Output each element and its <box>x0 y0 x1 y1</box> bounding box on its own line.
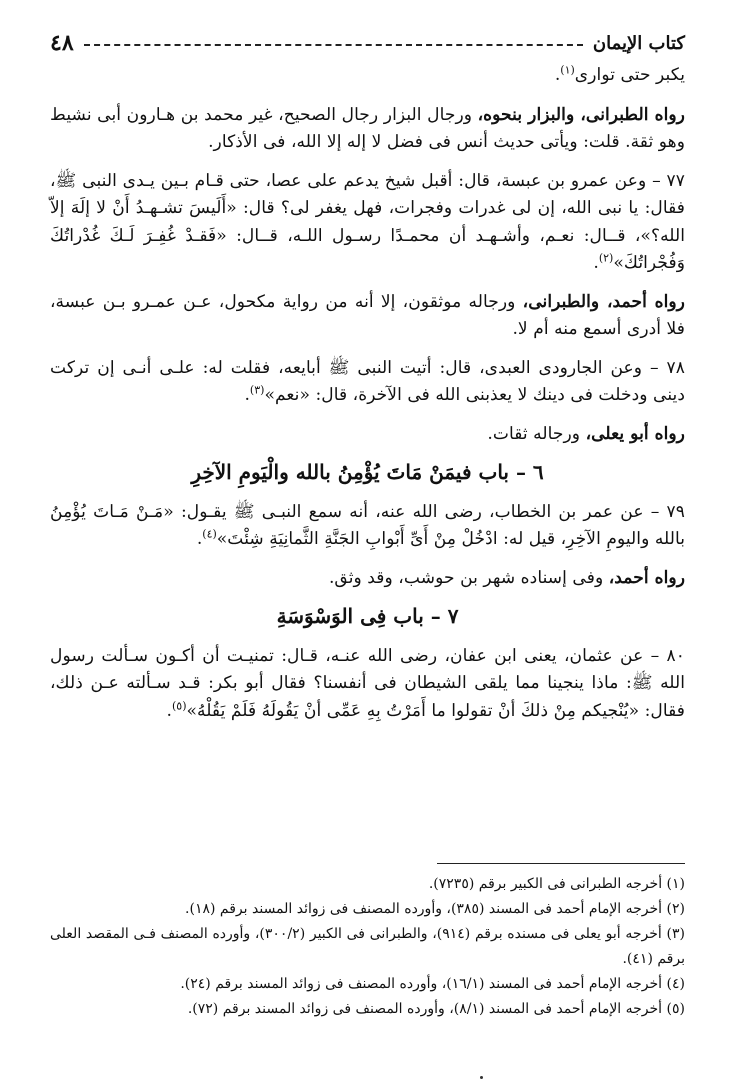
hadith-text: ٧٧ – وعن عمرو بن عبسة، قال: أقبل شيخ يدعم على عصا، حتى قـام بـين يـدى النبى ﷺ، فقال: يا نبى الله، إن لى غدرات وفجرات، فهل يغفر لى؟ قال: «أَلَيسَ تشـهـدُ أَنْ لا إلَهَ إلاّ الله؟»، قــال: نعـم، وأشـهـد أن محمـدًا رسـول اللـه، قــال: «فَقـدْ غُفِـرَ لَـكَ غُدْراتُكَ وَفُجْراتُكَ» <box>50 170 685 273</box>
chapter-title: كتاب الإيمان <box>592 32 685 54</box>
footnote-ref: (٥) <box>171 698 187 712</box>
paragraph-continuation: يكبر حتى توارى$^{(١)}$. <box>554 63 685 85</box>
page-number: ٤٨ <box>50 30 74 56</box>
source-attribution: رواه أحمد، <box>608 567 685 588</box>
source-text: وفى إسناده شهر بن حوشب، وقد وثق. <box>328 567 609 588</box>
footnote-ref: (١) <box>560 63 575 77</box>
section-heading: ٧ – باب فِى الوَسْوَسَةِ <box>276 604 459 628</box>
hadith-text: ٧٩ – عن عمر بن الخطاب، رضى الله عنه، أنه سمع النبـى ﷺ يقـول: «مَـنْ مَـاتَ يُؤْمِنُ بالله واليومِ الآخِرِ، قيل له: ادْخُلْ مِنْ أَىِّ أَبْوابِ الجَنَّةِ الثَّمانِيَةِ شِئْتَ» <box>50 501 685 549</box>
footnotes <box>50 872 685 1022</box>
footnote-3: (٣) أخرجه أبو يعلى فى مسنده برقم (٩١٤)، والطبرانى فى الكبير (٣٠٠/٢)، وأورده المصنف فـى المقصد العلى برقم (٤١). <box>50 926 685 967</box>
source-attribution: رواه أحمد، والطبرانى، <box>522 291 685 312</box>
footnote-ref: (٣) <box>249 383 265 397</box>
source-attribution: رواه الطبرانى، والبزار بنحوه، <box>477 104 685 125</box>
hadith-text: ٨٠ – عن عثمان، يعنى ابن عفان، رضى الله عنـه، قـال: تمنيـت أن أكـون سـألت رسول الله ﷺ: ماذا ينجينا مما يلقى الشيطان فى أنفسنا؟ فقال أبو بكر: قـد سـألته عـن ذلك، فقال: «يُنْجيكم مِنْ ذلكَ أنْ تقولوا ما أَمَرْتُ بِهِ عَمِّى أنْ يَقُولَهُ فَلَمْ يَقُلْهُ» <box>50 645 685 721</box>
source-text: ورجال البزار رجال الصحيح، غير محمد بن هـارون أبى نشيط وهو ثقة. قلت: ويأتى حديث أنس فى فضل لا إله إلا الله، فى الأذكار. <box>50 104 685 152</box>
footnote-separator <box>437 863 685 864</box>
hadith-80 <box>50 643 685 726</box>
paragraph-text: يكبر حتى توارى <box>574 65 685 85</box>
hadith-text: ٧٨ – وعن الجارودى العبدى، قال: أتيت النبى ﷺ أبايعه، فقلت له: علـى أنـى إن تركت دينى ودخلت فى دينك لا يعذبنى الله فى الآخرة، قال: «نعم» <box>50 357 685 405</box>
punctuation: . <box>593 253 599 273</box>
section-heading: ٦ – باب فيمَنْ مَاتَ يُؤْمِنُ بالله والْيَومِ الآخِرِ <box>191 460 544 484</box>
source-text: ورجاله موثقون، إلا أنه من رواية مكحول، عـن عمـرو بـن عبسة، فلا أدرى أسمع منه أم لا. <box>50 291 685 339</box>
header-dashed-rule <box>84 44 583 46</box>
footnote-5: (٥) أخرجه الإمام أحمد فى المسند (٨/١)، وأورده المصنف فى زوائد المسند برقم (٧٢). <box>187 1001 685 1017</box>
footnote-1: (١) أخرجه الطبرانى فى الكبير برقم (٧٢٣٥). <box>428 876 685 892</box>
source-note <box>50 421 685 449</box>
source-text: ورجاله ثقات. <box>487 423 586 444</box>
source-note <box>50 565 685 593</box>
print-speck <box>480 1076 483 1079</box>
footnote-4: (٤) أخرجه الإمام أحمد فى المسند (١٦/١)، وأورده المصنف فى زوائد المسند برقم (٢٤). <box>180 976 685 992</box>
hadith-77 <box>50 168 685 278</box>
running-header <box>50 30 685 56</box>
hadith-79 <box>50 499 685 554</box>
source-note <box>50 102 685 157</box>
source-attribution: رواه أبو يعلى، <box>585 423 685 444</box>
footnote-2: (٢) أخرجه الإمام أحمد فى المسند (٣٨٥)، وأورده المصنف فى زوائد المسند برقم (١٨). <box>185 901 685 917</box>
hadith-78 <box>50 355 685 410</box>
footnote-ref: (٤) <box>202 527 217 541</box>
punctuation: . <box>244 385 250 405</box>
punctuation: . <box>196 529 203 549</box>
punctuation: . <box>166 700 172 721</box>
main-text <box>50 62 685 736</box>
footnote-ref: (٢) <box>598 251 614 265</box>
source-note <box>50 289 685 344</box>
